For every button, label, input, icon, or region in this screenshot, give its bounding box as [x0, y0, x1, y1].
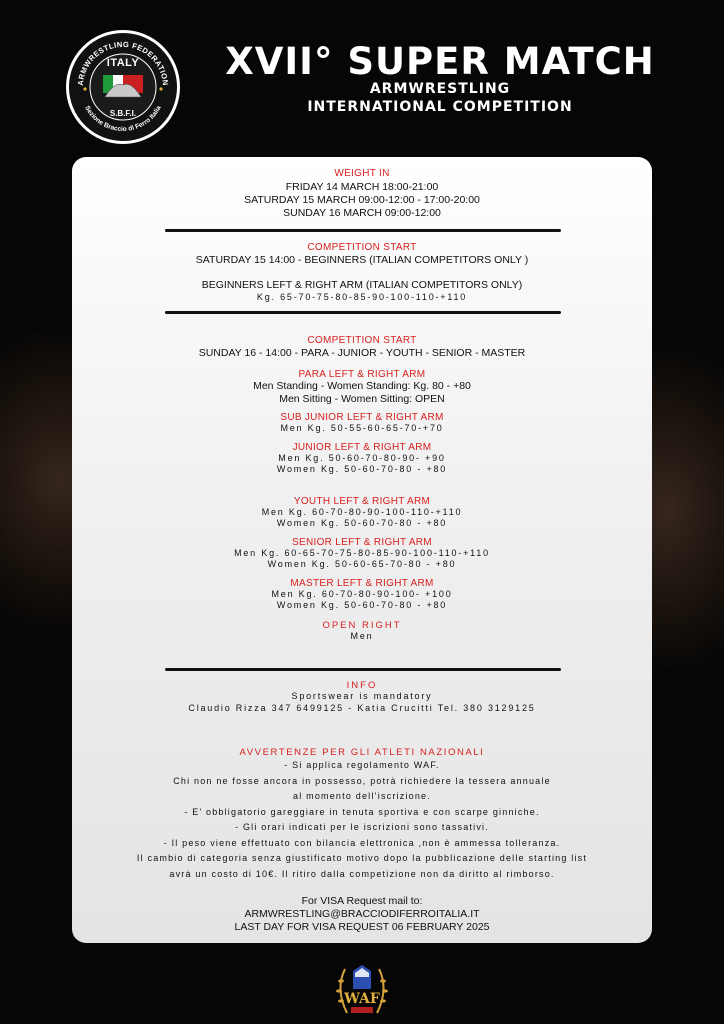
category-line: Men Kg. 60-65-70-75-80-85-90-100-110-+110	[234, 547, 490, 558]
visa-deadline: LAST DAY FOR VISA REQUEST 06 FEBRUARY 2025	[234, 921, 490, 933]
visa-section	[72, 895, 652, 934]
national-line: Il cambio di categoria senza giustificato motivo dopo la pubblicazione delle starting list	[136, 853, 588, 863]
waf-logo-text: WAF	[344, 991, 380, 1007]
visa-line: For VISA Request mail to:	[301, 895, 423, 907]
page-subtitle-2: INTERNATIONAL COMPETITION	[307, 99, 573, 115]
category-line: Men	[350, 630, 374, 641]
info-line: Claudio Rizza 347 6499125 - Katia Crucitti Tel. 380 3129125	[188, 702, 536, 713]
national-line: avrà un costo di 10€. Il ritiro dalla competizione non da diritto al rimborso.	[169, 868, 555, 879]
national-heading: AVVERTENZE PER GLI ATLETI NAZIONALI	[239, 747, 485, 758]
category-heading: MASTER LEFT & RIGHT ARM	[290, 577, 434, 589]
weight-categories: Kg. 65-70-75-80-85-90-100-110-+110	[256, 292, 468, 302]
divider	[165, 668, 561, 671]
national-line: Chi non ne fosse ancora in possesso, potrà richiedere la tessera annuale	[173, 775, 551, 786]
category-heading: PARA LEFT & RIGHT ARM	[298, 369, 426, 380]
competition-saturday-section	[72, 242, 652, 304]
page-title: XVII° SUPER MATCH	[225, 40, 655, 83]
svg-text:ARMWRESTLING FEDERATION: ARMWRESTLING FEDERATION	[75, 39, 171, 87]
category-line: Men Kg. 60-70-80-90-100-110-+110	[261, 506, 463, 517]
national-line: - Gli orari indicati per le iscrizioni sono tassativi.	[235, 822, 489, 832]
visa-email: ARMWRESTLING@BRACCIODIFERROITALIA.IT	[244, 908, 480, 920]
national-line: - E’ obbligatorio gareggiare in tenuta sportiva e con scarpe ginniche.	[184, 806, 540, 817]
info-line: Sportswear is mandatory	[291, 691, 433, 701]
weigh-in-line: SUNDAY 16 MARCH 09:00-12:00	[283, 207, 441, 219]
category-heading: OPEN RIGHT	[322, 619, 402, 631]
category-heading: SENIOR LEFT & RIGHT ARM	[292, 536, 432, 548]
divider	[165, 229, 561, 232]
svg-text:Sezione Braccio di Ferro Itali: Sezione Braccio di Ferro Italia	[83, 104, 163, 134]
category-heading: SUB JUNIOR LEFT & RIGHT ARM	[280, 412, 444, 423]
national-line: - Si applica regolamento WAF.	[284, 760, 440, 770]
category-line: Women Kg. 50-60-70-80 - +80	[276, 600, 448, 610]
weigh-in-line: FRIDAY 14 MARCH 18:00-21:00	[285, 181, 439, 193]
info-heading: INFO	[346, 680, 378, 691]
competition-sunday-section	[72, 335, 652, 642]
category-line: Men Kg. 60-70-80-90-100- +100	[271, 588, 453, 599]
national-line: al momento dell’iscrizione.	[293, 791, 431, 801]
weigh-in-section	[72, 168, 652, 220]
competition-line: SATURDAY 15 14:00 - BEGINNERS (ITALIAN COMPETITORS ONLY )	[195, 254, 529, 266]
national-line: - Il peso viene effettuato con bilancia elettronica ,non è ammessa tolleranza.	[163, 837, 561, 848]
competition-heading: COMPETITION START	[307, 335, 417, 346]
federation-logo	[66, 30, 180, 144]
competition-heading: COMPETITION START	[307, 242, 417, 253]
national-athletes-section	[72, 747, 652, 882]
logo-abbr: S.B.F.I.	[109, 109, 137, 118]
category-line: Men Kg. 50-60-70-80-90- +90	[278, 452, 446, 463]
weigh-in-line: SATURDAY 15 MARCH 09:00-12:00 - 17:00-20:00	[244, 194, 480, 206]
competition-line: BEGINNERS LEFT & RIGHT ARM (ITALIAN COMPETITORS ONLY)	[201, 279, 523, 291]
divider	[165, 311, 561, 314]
page-subtitle: ARMWRESTLING	[369, 81, 511, 97]
info-section	[72, 680, 652, 714]
waf-logo	[331, 963, 393, 1019]
category-heading: YOUTH LEFT & RIGHT ARM	[293, 495, 431, 507]
competition-line: SUNDAY 16 - 14:00 - PARA - JUNIOR - YOUTH - SENIOR - MASTER	[198, 347, 526, 359]
info-card	[72, 157, 652, 943]
category-line: Women Kg. 50-60-70-80 - +80	[276, 464, 448, 474]
category-heading: JUNIOR LEFT & RIGHT ARM	[292, 441, 432, 453]
logo-country: ITALY	[106, 57, 140, 69]
category-line: Women Kg. 50-60-70-80 - +80	[276, 518, 448, 528]
arm-wrestling-emblem-icon	[69, 33, 177, 141]
weigh-in-heading: WEIGHT IN	[334, 168, 390, 179]
category-line: Men Sitting - Women Sitting: OPEN	[279, 393, 445, 405]
category-line: Men Standing - Women Standing: Kg. 80 - +80	[253, 380, 471, 392]
category-line: Men Kg. 50-55-60-65-70-+70	[280, 423, 444, 433]
category-line: Women Kg. 50-60-65-70-80 - +80	[267, 559, 457, 569]
